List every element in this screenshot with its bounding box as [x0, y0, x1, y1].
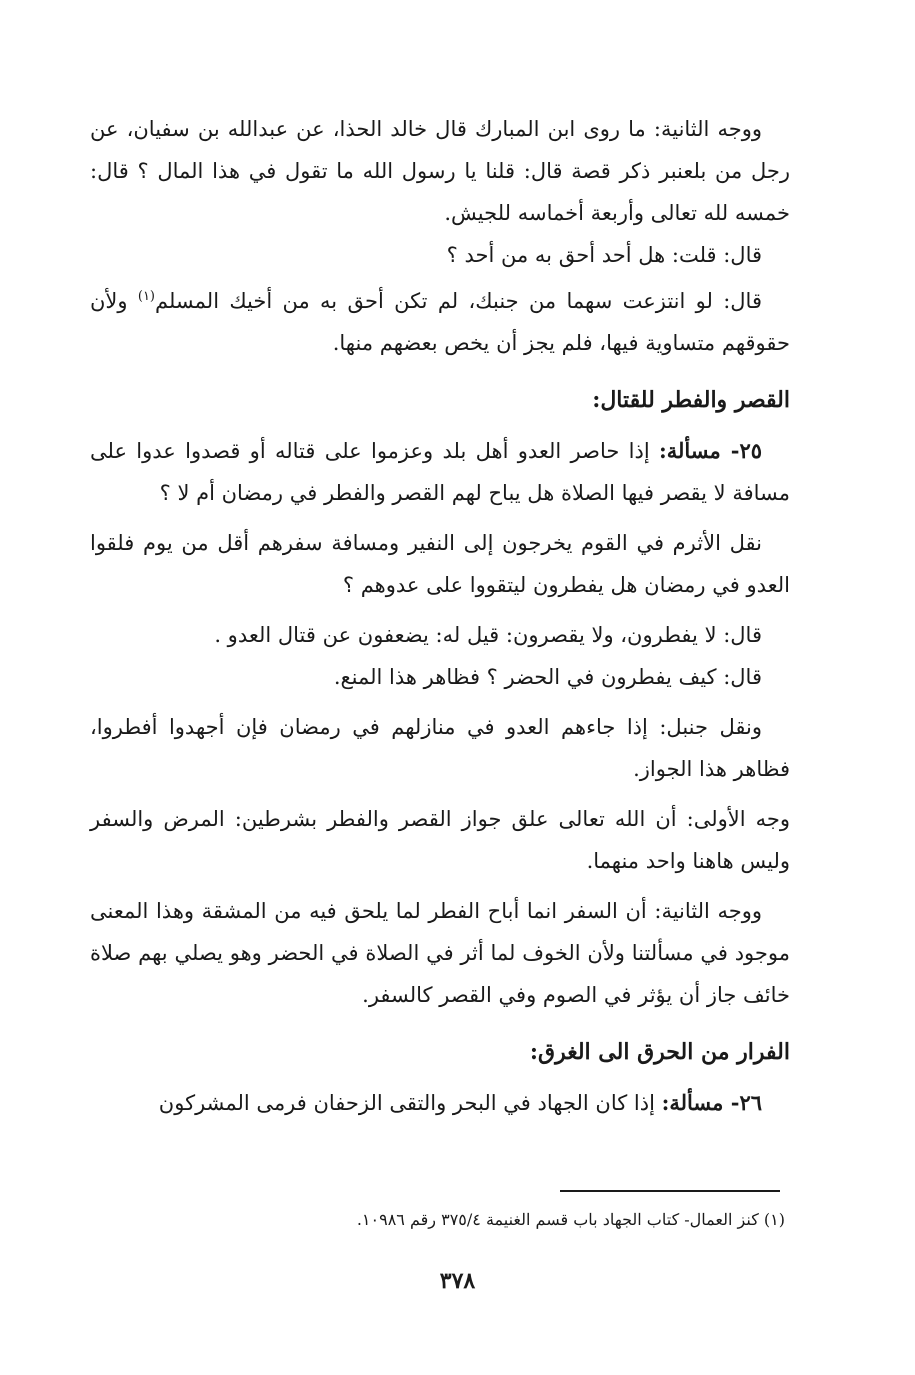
section-heading: القصر والفطر للقتال:	[592, 387, 790, 413]
paragraph: قال: كيف يفطرون في الحضر ؟ فظاهر هذا المنع.	[333, 665, 762, 689]
section-heading: الفرار من الحرق الى الغرق:	[529, 1039, 790, 1065]
paragraph-text: ولأن حقوقهم متساوية فيها، فلم يجز أن يخص بعضهم منها.	[90, 289, 790, 355]
footnote: (١) كنز العمال- كتاب الجهاد باب قسم الغنيمة ٣٧٥/٤ رقم ١٠٩٨٦.	[356, 1210, 785, 1229]
page-number: ٣٧٨	[439, 1268, 476, 1294]
paragraph	[90, 1082, 790, 1124]
paragraph: ونقل جنبل: إذا جاءهم العدو في منازلهم في رمضان فإن أجهدوا أفطروا، فظاهر هذا الجواز.	[90, 715, 790, 781]
paragraph	[90, 276, 790, 364]
page-body	[90, 108, 790, 1124]
paragraph	[90, 430, 790, 514]
paragraph-text: إذا كان الجهاد في البحر والتقى الزحفان فرمى المشركون	[158, 1091, 662, 1115]
paragraph: نقل الأثرم في القوم يخرجون إلى النفير ومسافة سفرهم أقل من يوم فلقوا العدو في رمضان هل يفطرون ليتقووا على عدوهم ؟	[90, 531, 790, 597]
issue-number: ٢٥- مسألة:	[658, 438, 762, 463]
paragraph: وجه الأولى: أن الله تعالى علق جواز القصر والفطر بشرطين: المرض والسفر وليس هاهنا واحد منهما.	[90, 807, 790, 873]
footnote-separator	[560, 1190, 780, 1192]
paragraph-text: إذا حاصر العدو أهل بلد وعزموا على قتاله أو قصدوا عدوا على مسافة لا يقصر فيها الصلاة هل يباح لهم القصر والفطر في رمضان أم لا ؟	[90, 439, 790, 505]
paragraph-text: قال: لو انتزعت سهما من جنبك، لم تكن أحق به من أخيك المسلم	[155, 289, 762, 313]
paragraph: ووجه الثانية: أن السفر انما أباح الفطر لما يلحق فيه من المشقة وهذا المعنى موجود في مسألتنا ولأن الخوف لما أثر في الصلاة في الحضر وهو يصلي بهم صلاة خائف جاز أن يؤثر في الصوم وفي القصر كالسفر.	[90, 899, 790, 1007]
footnote-reference: (١)	[137, 289, 155, 304]
paragraph: ووجه الثانية: ما روى ابن المبارك قال خالد الحذا، عن عبدالله بن سفيان، عن رجل من بلعنبر ذكر قصة قال: قلنا يا رسول الله ما تقول في هذا المال ؟ قال: خمسه لله تعالى وأربعة أخماسه للجيش.	[90, 117, 790, 225]
paragraph: قال: لا يفطرون، ولا يقصرون: قيل له: يضعفون عن قتال العدو .	[214, 623, 762, 647]
issue-number: ٢٦- مسألة:	[661, 1090, 762, 1115]
paragraph: قال: قلت: هل أحد أحق به من أحد ؟	[446, 243, 762, 267]
